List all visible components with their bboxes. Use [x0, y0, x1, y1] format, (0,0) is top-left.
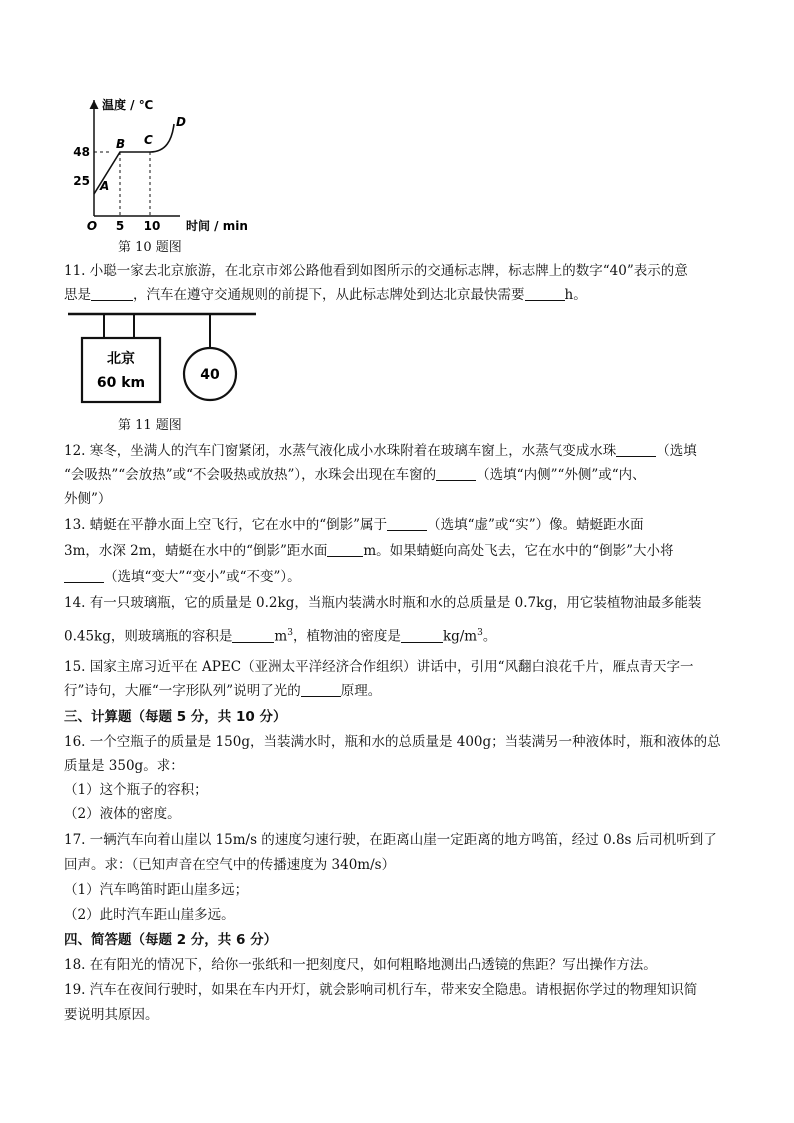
q11-line1: 11. 小聪一家去北京旅游，在北京市郊公路他看到如图所示的交通标志牌，标志牌上的数字“40”表示的意 [64, 263, 688, 279]
q12-blank-2[interactable] [436, 466, 476, 481]
section-3-heading: 三、计算题（每题 5 分，共 10 分） [64, 709, 287, 725]
section-4-heading: 四、简答题（每题 2 分，共 6 分） [64, 932, 278, 948]
fig10-xlabel: 时间 / min [186, 219, 248, 233]
q16-line2: 质量是 350g。求： [64, 758, 184, 774]
q11-line2: 思是 ，汽车在遵守交通规则的前提下，从此标志牌处到达北京最快需要 h。 [64, 287, 587, 303]
q15-blank-1[interactable] [301, 682, 341, 697]
fig11-speed: 40 [200, 367, 220, 383]
fig10-point-a: A [100, 179, 110, 193]
fig10-xtick-o: O [86, 219, 98, 233]
q14-blank-2[interactable] [401, 628, 443, 643]
fig10-point-b: B [116, 137, 126, 151]
q17-sub2: （2）此时汽车距山崖多远。 [64, 907, 235, 923]
fig10-ytick-25: 25 [73, 174, 90, 188]
fig11-distance: 60 km [96, 375, 146, 391]
q16-sub1: （1）这个瓶子的容积； [64, 782, 208, 798]
q16-sub2: （2）液体的密度。 [64, 806, 181, 822]
q15-line2: 行”诗句，大雁“一字形队列”说明了光的 原理。 [64, 683, 382, 699]
fig10-graph [73, 92, 280, 233]
fig11-caption: 第 11 题图 [118, 418, 182, 433]
q13-line2: 3m，水深 2m，蜻蜓在水中的“倒影”距水面 m。如果蜻蜓向高处飞去，它在水中的“倒影”大小将 [64, 543, 674, 559]
q12-blank-1[interactable] [616, 442, 656, 457]
q15-line1: 15. 国家主席习近平在 APEC（亚洲太平洋经济合作组织）讲话中，引用“风翻白浪花千片，雁点青天字一 [64, 659, 694, 675]
q13-blank-2[interactable] [327, 542, 363, 557]
fig10-caption: 第 10 题图 [118, 240, 182, 255]
q14-line1: 14. 有一只玻璃瓶，它的质量是 0.2kg，当瓶内装满水时瓶和水的总质量是 0.7kg，用它装植物油最多能装 [64, 595, 702, 611]
q17-sub1: （1）汽车鸣笛时距山崖多远； [64, 882, 249, 898]
fig11-sign [64, 308, 264, 408]
q16-line1: 16. 一个空瓶子的质量是 150g，当装满水时，瓶和水的总质量是 400g；当装满另一种液体时，瓶和液体的总 [64, 734, 721, 750]
fig11-distance-sign [82, 338, 160, 402]
q11-blank-1[interactable] [91, 286, 133, 301]
q17-line1: 17. 一辆汽车向着山崖以 15m/s 的速度匀速行驶，在距离山崖一定距离的地方鸣笛，经过 0.8s 后司机听到了 [64, 832, 717, 848]
fig10-point-c: C [144, 133, 153, 147]
q13-line3: （选填“变大”“变小”或“不变”）。 [64, 566, 724, 588]
fig11-city: 北京 [107, 351, 135, 367]
q13-blank-1[interactable] [387, 516, 427, 531]
q18-line1: 18. 在有阳光的情况下，给你一张纸和一把刻度尺，如何粗略地测出凸透镜的焦距？写出操作方法。 [64, 957, 657, 973]
q13-blank-3[interactable] [64, 568, 104, 583]
q17-line2: 回声。求：（已知声音在空气中的传播速度为 340m/s） [64, 857, 396, 873]
fig10-xtick-10: 10 [143, 219, 161, 233]
q12-line3: 外侧”） [64, 491, 112, 507]
q19-line2: 要说明其原因。 [64, 1007, 159, 1023]
q12-line2: “会吸热”“会放热”或“不会吸热或放热”），水珠会出现在车窗的 （选填“内侧”“外侧”或“内、 [64, 467, 646, 483]
fig10-xtick-5: 5 [115, 219, 125, 233]
q11-blank-2[interactable] [525, 286, 565, 301]
q14-line2: 0.45kg，则玻璃瓶的容积是 $m^3$，植物油的密度是 $kg/m^3$。 [64, 628, 497, 645]
q12-line1: 12. 寒冬，坐满人的汽车门窗紧闭，水蒸气液化成小水珠附着在玻璃车窗上，水蒸气变成水珠 （选填 [64, 443, 697, 459]
q14-blank-1[interactable] [232, 628, 274, 643]
fig10-ytick-48: 48 [73, 145, 90, 159]
q19-line1: 19. 汽车在夜间行驶时，如果在车内开灯，就会影响司机行车，带来安全隐患。请根据你学过的物理知识简 [64, 982, 698, 998]
fig10-point-d: D [176, 115, 186, 129]
fig10-ylabel: 温度 / ℃ [102, 98, 154, 112]
q13-line1: 13. 蜻蜓在平静水面上空飞行，它在水中的“倒影”属于 （选填“虚”或“实”）像。蜻蜓距水面 [64, 517, 644, 533]
